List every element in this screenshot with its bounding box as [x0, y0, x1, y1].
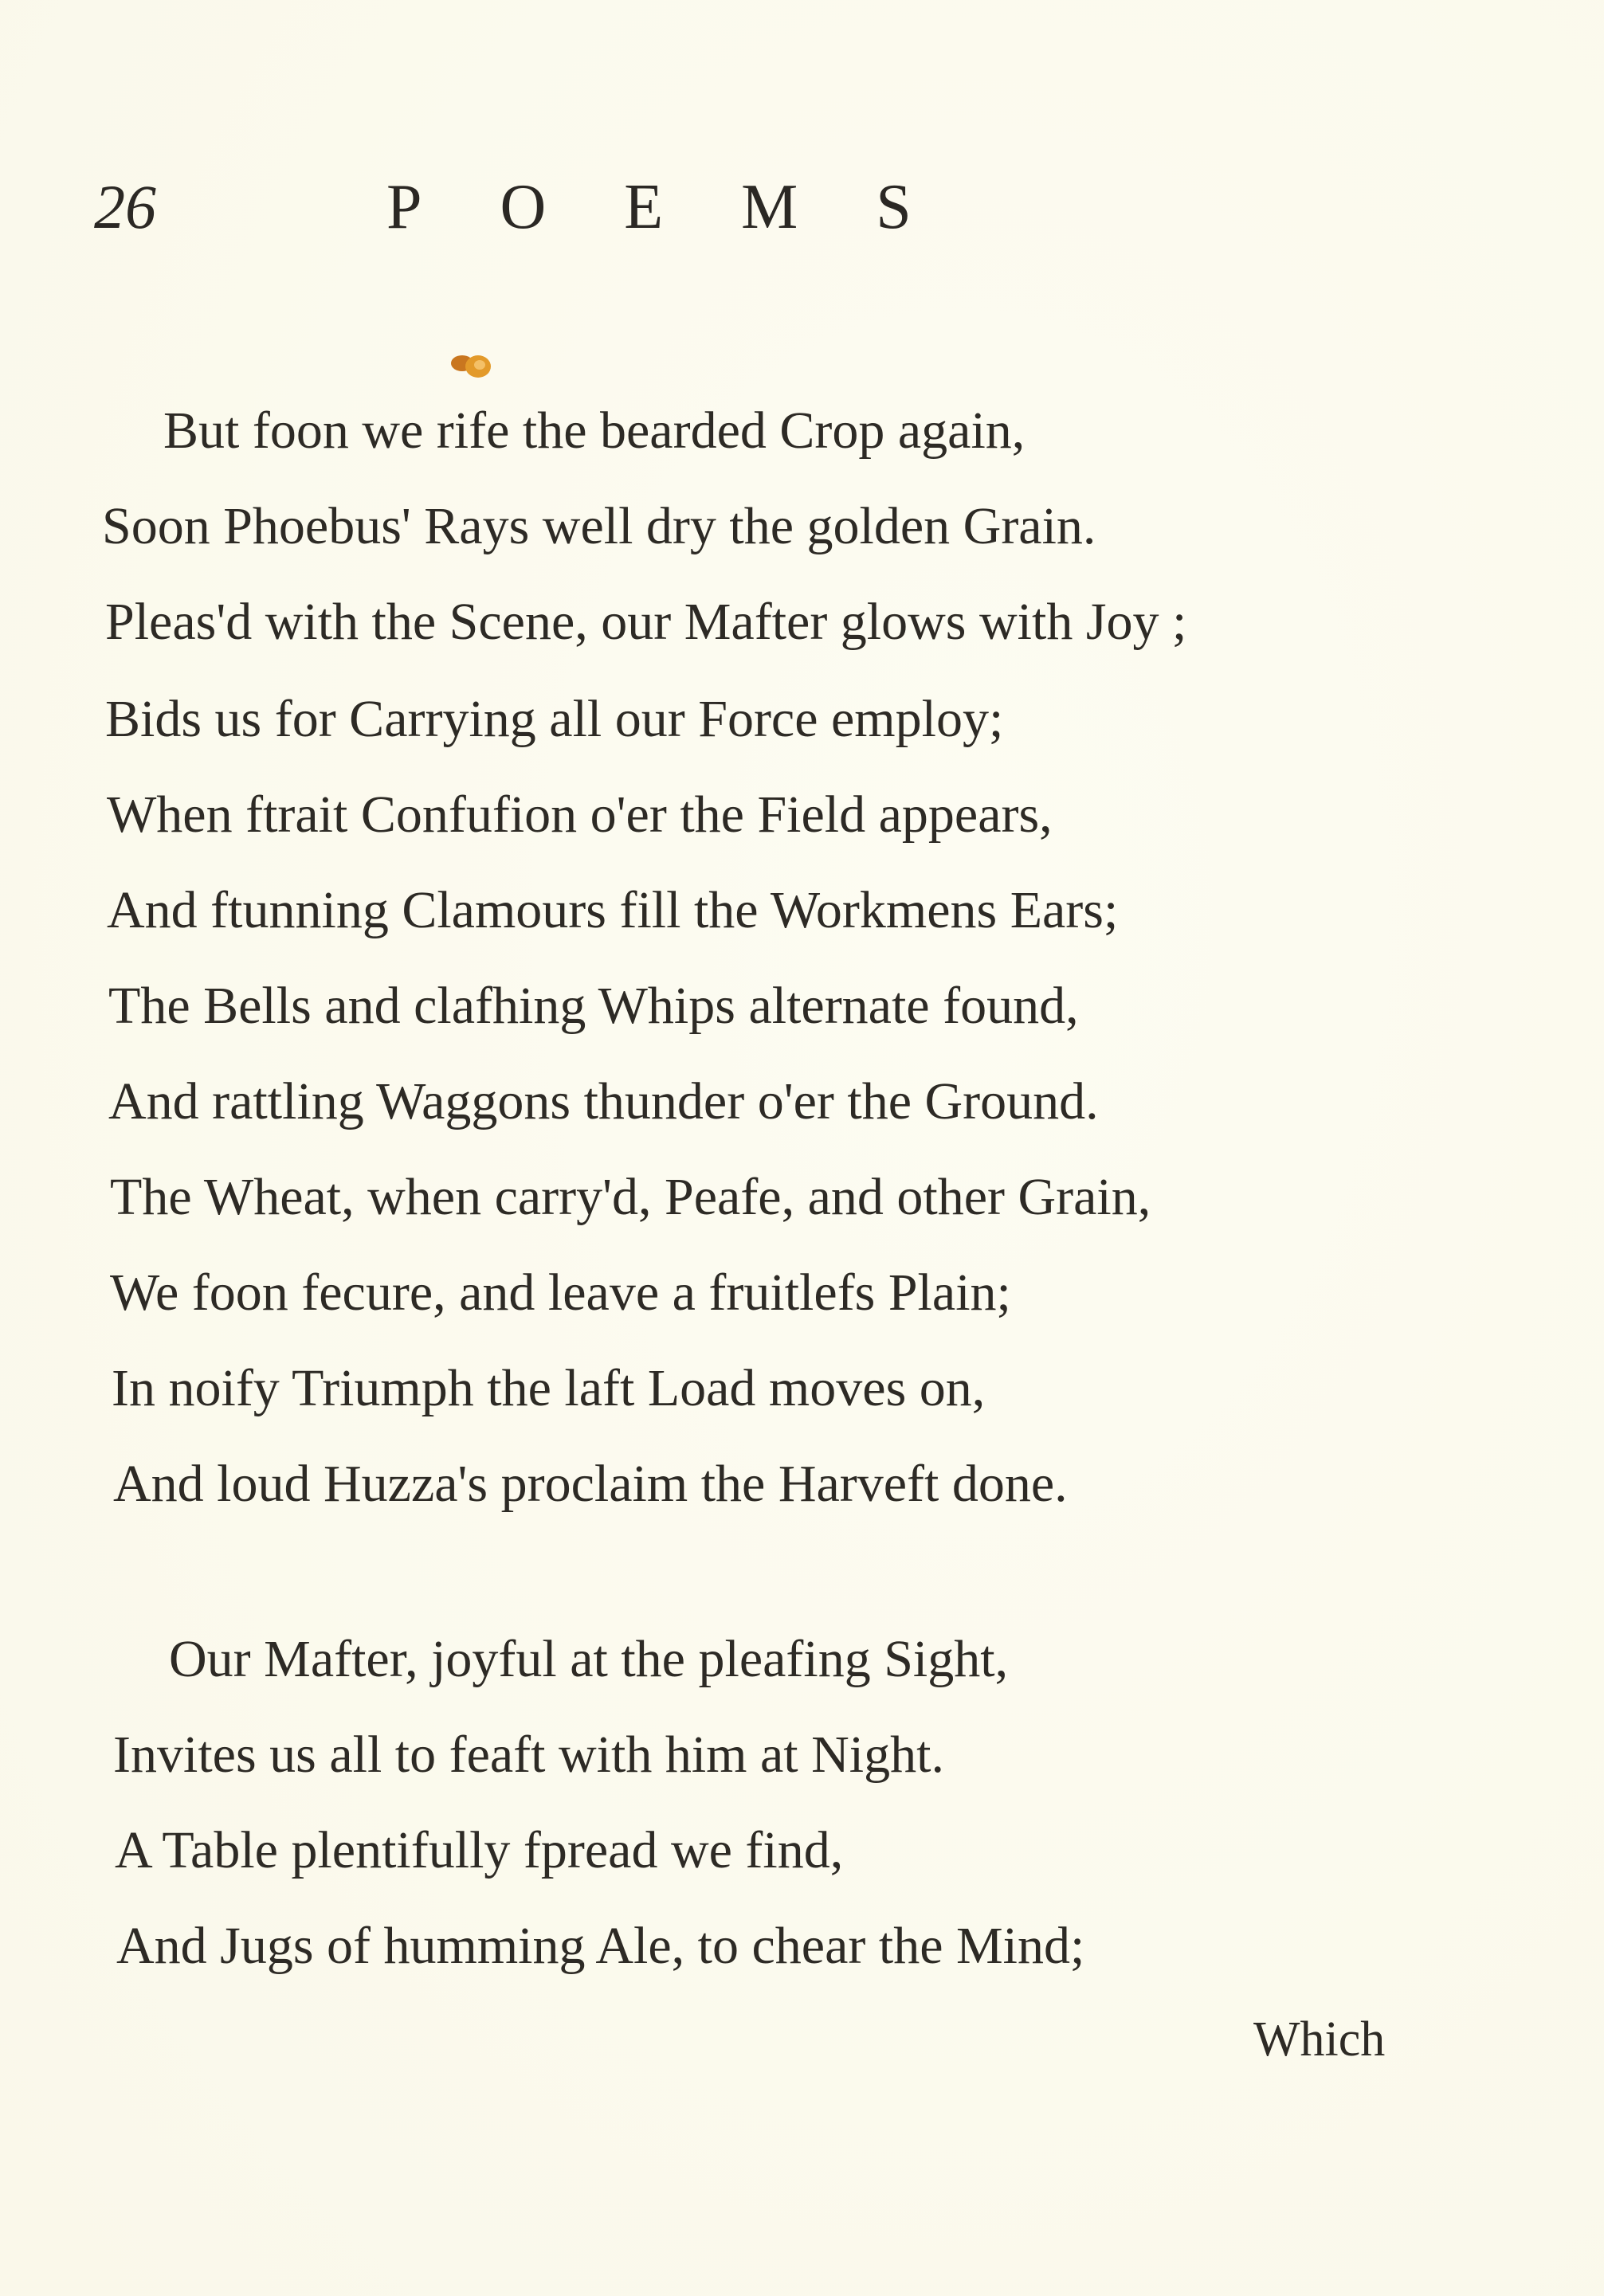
poem-line: The Wheat, when carry'd, Peafe, and other Grain, [110, 1168, 1151, 1226]
poem-line: And Jugs of humming Ale, to chear the Mind; [116, 1917, 1085, 1975]
ink-blot-icon [448, 349, 496, 381]
poem-line: In noify Triumph the laft Load moves on, [112, 1359, 986, 1417]
poem-line: Our Mafter, joyful at the pleafing Sight, [169, 1630, 1009, 1688]
page-number: 26 [94, 172, 156, 241]
page-header [0, 159, 1604, 255]
poem-line: But foon we rife the bearded Crop again, [163, 402, 1026, 460]
poem-line: A Table plentifully fpread we find, [115, 1821, 844, 1879]
poem-line: And rattling Waggons thunder o'er the Ground. [108, 1072, 1099, 1130]
poem-line: And loud Huzza's proclaim the Harveft done. [113, 1455, 1068, 1513]
poem-line: Invites us all to feaft with him at Night. [113, 1726, 944, 1784]
poem-line: We foon fecure, and leave a fruitlefs Plain; [110, 1264, 1011, 1322]
running-title: POEMS [386, 172, 990, 242]
poem-line: Soon Phoebus' Rays well dry the golden Grain. [102, 497, 1096, 555]
poem-line: The Bells and clafhing Whips alternate found, [108, 977, 1079, 1035]
poem-line: Pleas'd with the Scene, our Mafter glows with Joy ; [105, 593, 1187, 651]
poem-line: And ftunning Clamours fill the Workmens Ears; [107, 881, 1119, 939]
catchword: Which [1253, 2012, 1386, 2067]
poem-line: When ftrait Confufion o'er the Field appears, [107, 786, 1053, 844]
poem-line: Bids us for Carrying all our Force employ; [105, 690, 1004, 748]
